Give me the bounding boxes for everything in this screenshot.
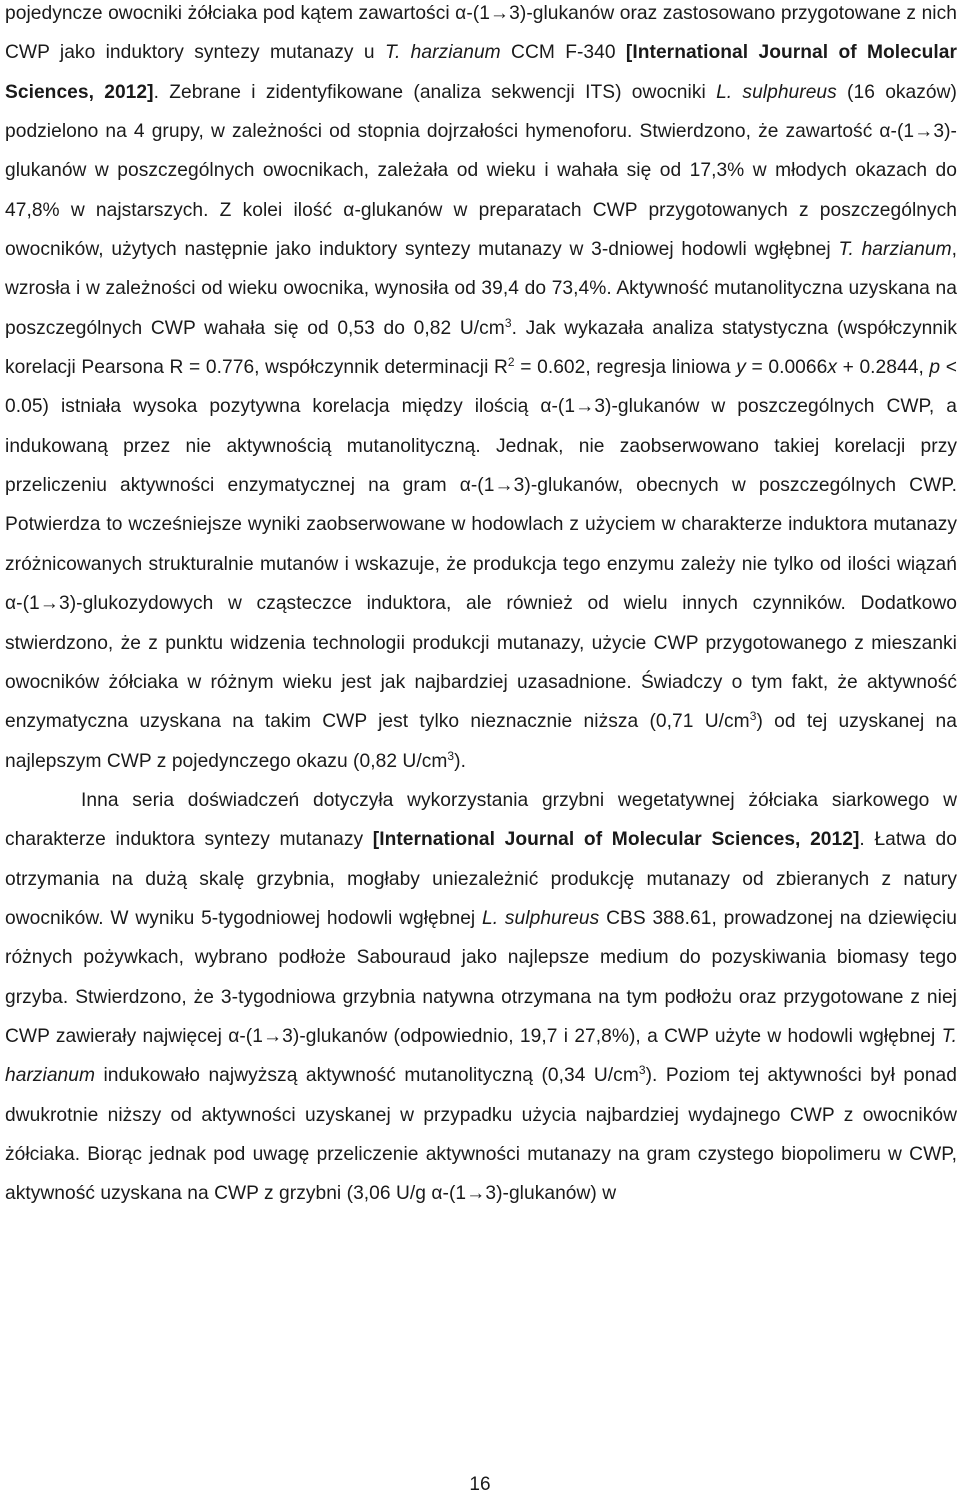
paragraph (5, 781, 957, 1214)
superscript: 3 (749, 709, 757, 724)
superscript: 3 (638, 1063, 646, 1078)
italic-text: L. sulphureus (716, 81, 837, 103)
italic-text: L. sulphureus (482, 907, 600, 929)
italic-text: x (827, 357, 838, 379)
text-run: CBS 388.61, prowadzonej na dziewięciu różnych pożywkach, wybrano podłoże Sabouraud jako najlepsze medium do pozyskiwania biomasy tego grzyba. Stwierdzono, że 3-tygodniowa grzybnia natywna otrzymana na tym podłożu oraz przygotowane z niej CWP zawierały najwięcej α-(1→3)-glukanów (odpowiednio, 19,7 i 27,8%), a CWP użyte w hodowli wgłębnej (5, 907, 957, 1047)
text-run: ). (454, 750, 466, 772)
paragraph (5, 0, 957, 781)
text-run: = 0.602, regresja liniowa (514, 357, 737, 379)
text-run: ) od tej uzyskanej na najlepszym CWP z pojedynczego okazu (0,82 U/cm (5, 711, 957, 772)
italic-text: y (736, 357, 746, 379)
italic-text: T. harzianum (5, 1025, 957, 1087)
superscript: 3 (504, 315, 512, 330)
text-run: . Jak wykazała analiza statystyczna (współczynnik korelacji Pearsona R = 0.776, współczynnik determinacji R (5, 317, 957, 379)
text-run: ). Poziom tej aktywności był ponad dwukrotnie niższy od aktywności uzyskanej w przypadku użycia najbardziej wydajnego CWP z owocników żółciaka. Biorąc jednak pod uwagę przeliczenie aktywności mutanazy na gram czystego biopolimeru w CWP, aktywność uzyskana na CWP z grzybni (3,06 U/g α-(1→3)-glukanów) w (5, 1065, 957, 1205)
italic-text: p (929, 357, 941, 379)
page-number: 16 (469, 1474, 491, 1495)
superscript: 3 (447, 748, 455, 763)
text-run: pojedyncze owocniki żółciaka pod kątem zawartości α-(1→3)-glukanów oraz zastosowano przygotowane z nich CWP jako induktory syntezy mutanazy u (5, 3, 957, 64)
citation: [International Journal of Molecular Sciences, 2012] (5, 42, 958, 103)
text-run: + 0.2844, (837, 357, 930, 379)
text-run: indukowało najwyższą aktywność mutanolityczną (0,34 U/cm (95, 1065, 639, 1087)
text-run: CCM F-340 (500, 42, 626, 64)
superscript: 2 (507, 355, 515, 370)
citation: [International Journal of Molecular Sciences, 2012] (372, 829, 860, 851)
text-run: (16 okazów) podzielono na 4 grupy, w zależności od stopnia dojrzałości hymenoforu. Stwierdzono, że zawartość α-(1→3)-glukanów w poszczególnych owocnikach, zależała od wieku i wahała się od 17,3% w młodych okazach do 47,8% w najstarszych. Z kolei ilość α-glukanów w preparatach CWP przygotowanych z poszczególnych owocników, użytych następnie jako induktory syntezy mutanazy w 3-dniowej hodowli wgłębnej (5, 81, 957, 261)
italic-text: T. harzianum (384, 42, 501, 64)
text-run: < 0.05) istniała wysoka pozytywna korelacja między ilością α-(1→3)-glukanów w poszczególnych CWP, a indukowaną przez nie aktywnością mutanolityczną. Jednak, nie zaobserwowano takiej korelacji przy przeliczeniu aktywności enzymatycznej na gram α-(1→3)-glukanów, obecnych w poszczególnych CWP. Potwierdza to wcześniejsze wyniki zaobserwowane w hodowlach z użyciem w charakterze induktora mutanazy zróżnicowanych strukturalnie mutanów i wskazuje, że produkcja tego enzymu zależy nie tylko od ilości wiązań α-(1→3)-glukozydowych w cząsteczce induktora, ale również od wielu innych czynników. Dodatkowo stwierdzono, że z punktu widzenia technologii produkcji mutanazy, użycie CWP przygotowanego z mieszanki owocników żółciaka w różnym wieku jest jak najbardziej uzasadnione. Świadczy o tym fakt, że aktywność enzymatyczna uzyskana na takim CWP jest tylko nieznacznie niższa (0,71 U/cm (5, 357, 958, 733)
text-run: = 0.0066 (745, 357, 828, 379)
text-run: , wzrosła i w zależności od wieku owocnika, wynosiła od 39,4 do 73,4%. Aktywność mutanolityczna uzyskana na poszczególnych CWP wahała się od 0,53 do 0,82 U/cm (5, 239, 957, 339)
body-text (5, 0, 957, 1214)
text-run: Inna seria doświadczeń dotyczyła wykorzystania grzybni wegetatywnej żółciaka siarkowego w charakterze induktora syntezy mutanazy (5, 789, 957, 851)
italic-text: T. harzianum (838, 239, 952, 261)
text-run: . Zebrane i zidentyfikowane (analiza sekwencji ITS) owocniki (153, 81, 717, 103)
text-run: . Łatwa do otrzymania na dużą skalę grzybnia, mogłaby uniezależnić produkcję mutanazy od zbieranych z natury owocników. W wyniku 5-tygodniowej hodowli wgłębnej (5, 829, 957, 929)
